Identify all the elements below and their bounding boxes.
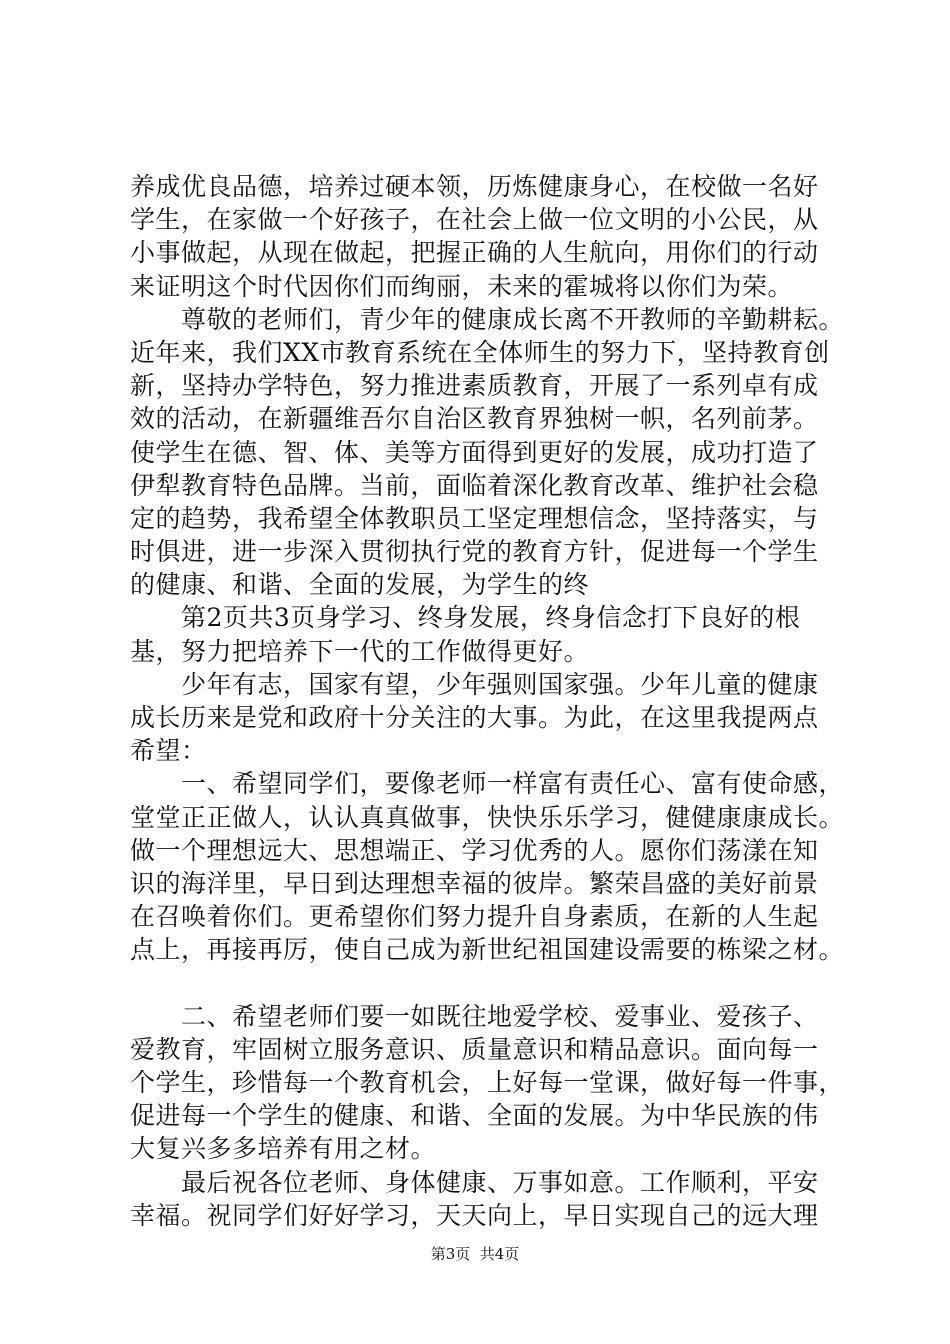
text-line: 时俱进，进一步深入贯彻执行党的教育方针，促进每一个学生 (130, 537, 819, 567)
text-line: 幸福。祝同学们好好学习，天天向上，早日实现自己的远大理 (130, 1200, 819, 1230)
text-line: 个学生，珍惜每一个教育机会，上好每一堂课，做好每一件事， (130, 1068, 845, 1098)
text-line: 第2页共3页身学习、终身发展，终身信念打下良好的根 (130, 603, 801, 633)
page-footer: 第3页 共4页 (430, 1245, 520, 1263)
text-line: 来证明这个时代因你们而绚丽，未来的霍城将以你们为荣。 (130, 271, 794, 301)
text-line: 使学生在德、智、体、美等方面得到更好的发展，成功打造了 (130, 437, 819, 467)
body-text (130, 170, 845, 1232)
text-line: 基，努力把培养下一代的工作做得更好。 (130, 636, 590, 666)
text-line: 做一个理想远大、思想端正、学习优秀的人。愿你们荡漾在知 (130, 835, 819, 865)
text-line: 效的活动，在新疆维吾尔自治区教育界独树一帜，名列前茅。 (130, 404, 819, 434)
text-line: 定的趋势，我希望全体教职员工坚定理想信念，坚持落实，与 (130, 503, 819, 533)
text-line: 在召唤着你们。更希望你们努力提升自身素质，在新的人生起 (130, 902, 819, 932)
text-line: 大复兴多多培养有用之材。 (130, 1134, 437, 1164)
text-line: 尊敬的老师们，青少年的健康成长离不开教师的辛勤耕耘。 (130, 304, 845, 334)
text-line: 识的海洋里，早日到达理想幸福的彼岸。繁荣昌盛的美好前景 (130, 868, 819, 898)
text-line: 成长历来是党和政府十分关注的大事。为此，在这里我提两点 (130, 703, 819, 732)
text-line: 新，坚持办学特色，努力推进素质教育，开展了一系列卓有成 (130, 371, 819, 401)
text-line: 堂堂正正做人，认认真真做事，快快乐乐学习，健健康康成长。 (130, 802, 845, 832)
text-line: 近年来，我们XX市教育系统在全体师生的努力下，坚持教育创 (130, 337, 830, 367)
text-line: 爱教育，牢固树立服务意识、质量意识和精品意识。面向每一 (130, 1034, 819, 1064)
text-line: 希望： (130, 736, 207, 766)
text-line: 最后祝各位老师、身体健康、万事如意。工作顺利，平安 (130, 1167, 819, 1197)
text-line: 小事做起，从现在做起，把握正确的人生航向，用你们的行动 (130, 238, 819, 268)
text-line: 学生，在家做一个好孩子，在社会上做一位文明的小公民，从 (130, 205, 819, 235)
text-line: 伊犁教育特色品牌。当前，面临着深化教育改革、维护社会稳 (130, 470, 819, 500)
text-line: 少年有志，国家有望，少年强则国家强。少年儿童的健康 (130, 669, 819, 699)
text-line: 二、希望老师们要一如既往地爱学校、爱事业、爱孩子、 (130, 1001, 819, 1031)
text-line: 一、希望同学们，要像老师一样富有责任心、富有使命感， (130, 769, 845, 799)
blank-line (130, 967, 830, 1000)
text-line: 点上，再接再厉，使自己成为新世纪祖国建设需要的栋梁之材。 (130, 935, 845, 965)
text-line: 的健康、和谐、全面的发展，为学生的终 (130, 570, 590, 600)
text-line: 养成优良品德，培养过硬本领，历炼健康身心，在校做一名好 (130, 172, 819, 201)
text-line: 促进每一个学生的健康、和谐、全面的发展。为中华民族的伟 (130, 1101, 819, 1131)
